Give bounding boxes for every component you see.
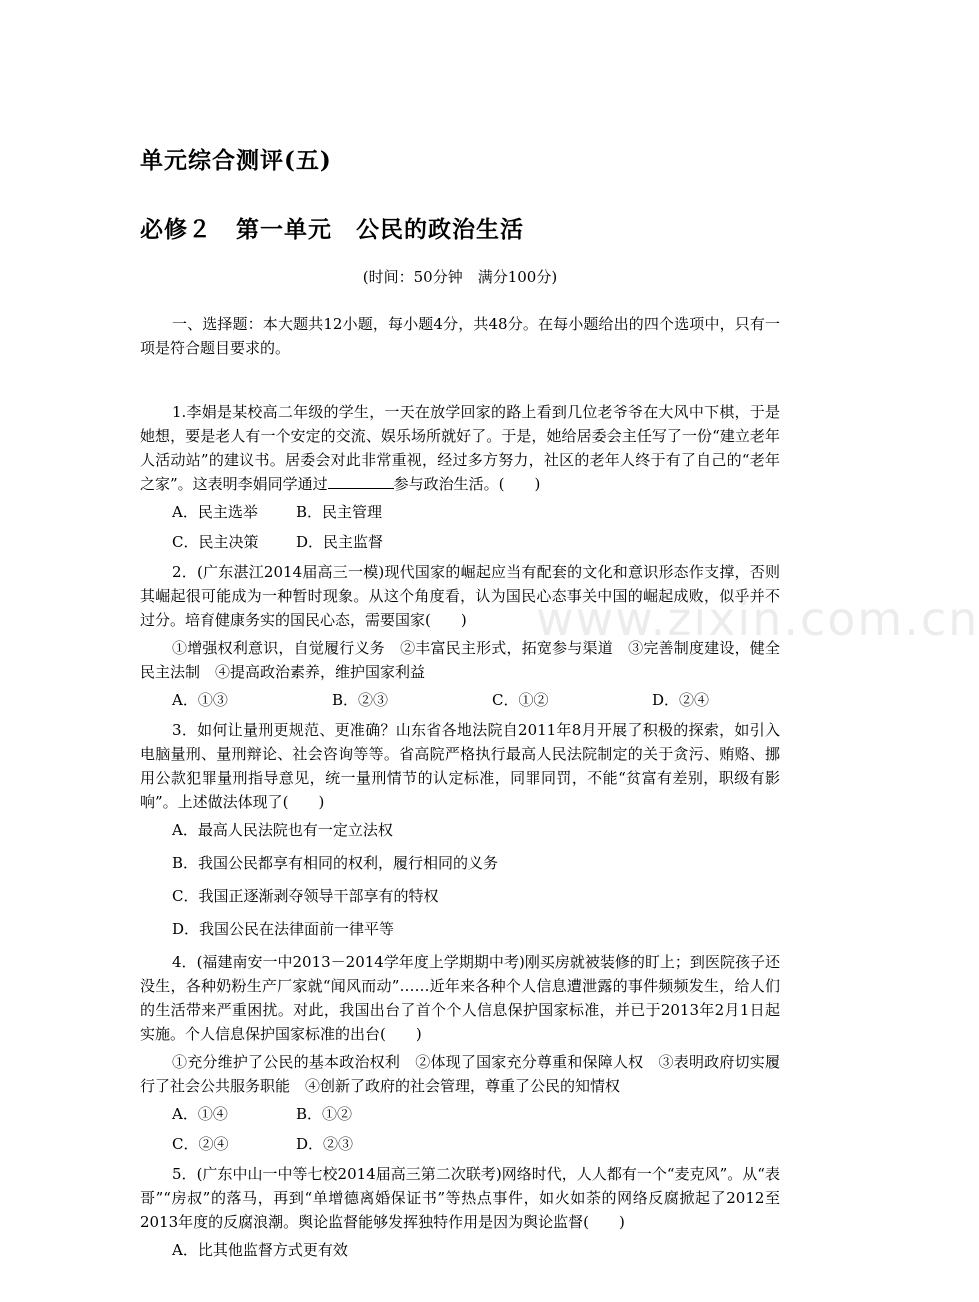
question-text-end: 参与政治生活。( ) — [393, 475, 541, 493]
exam-content — [140, 312, 780, 1271]
option-row — [140, 530, 780, 554]
option-row — [140, 1102, 780, 1126]
option-d: D．我国公民在法律面前一律平等 — [172, 920, 395, 938]
page-title: 单元综合测评(五) — [140, 147, 332, 174]
question-4 — [140, 950, 780, 1156]
option-a: A．比其他监督方式更有效 — [172, 1241, 348, 1259]
option-row — [140, 500, 780, 524]
option-b: B．①② — [296, 1105, 353, 1123]
question-stem — [140, 400, 780, 496]
question-3 — [140, 718, 780, 941]
watermark: www.zixin.com.cn — [536, 592, 979, 646]
question-2 — [140, 560, 780, 712]
option-d: D．民主监督 — [296, 533, 384, 551]
option-b: B．民主管理 — [296, 503, 383, 521]
time-info: (时间：50分钟 满分100分) — [362, 268, 558, 286]
option-b: B．②③ — [332, 691, 389, 709]
option-row — [140, 1132, 780, 1156]
option-row — [140, 688, 780, 712]
question-stem: 3．如何让量刑更规范、更准确？山东省各地法院自2011年8月开展了积极的探索，如引入电脑量刑、量刑辩论、社会咨询等等。省高院严格执行最高人民法院制定的关于贪污、贿赂、挪用公款犯罪量刑指导意见，统一量刑情节的认定标准，同罪同罚，不能“贫富有差别，职级有影响”。上述做法体现了( ) — [140, 721, 780, 811]
option-a: A．最高人民法院也有一定立法权 — [172, 821, 393, 839]
option-d: D．②③ — [296, 1135, 354, 1153]
option-a: A．①③ — [172, 691, 228, 709]
question-stem: 2．(广东湛江2014届高三一模)现代国家的崛起应当有配套的文化和意识形态作支撑，否则其崛起很可能成为一种暂时现象。从这个角度看，认为国民心态事关中国的崛起成败，似乎并不过分。培育健康务实的国民心态，需要国家( ) — [140, 563, 780, 629]
option-c: C．民主决策 — [172, 533, 259, 551]
section-instructions: 一、选择题：本大题共12小题，每小题4分，共48分。在每小题给出的四个选项中，只有一项是符合题目要求的。 — [140, 315, 780, 357]
question-1 — [140, 400, 780, 554]
option-c: C．②④ — [172, 1135, 229, 1153]
option-d: D．②④ — [652, 691, 710, 709]
question-statements: ①增强权利意识，自觉履行义务 ②丰富民主形式，拓宽参与渠道 ③完善制度建设，健全民主法制 ④提高政治素养，维护国家利益 — [140, 639, 780, 681]
question-5 — [140, 1162, 780, 1262]
option-b: B．我国公民都享有相同的权利，履行相同的义务 — [172, 854, 499, 872]
answer-blank — [328, 474, 394, 489]
option-c: C．①② — [492, 691, 549, 709]
option-c: C．我国正逐渐剥夺领导干部享有的特权 — [172, 887, 439, 905]
question-stem: 4．(福建南安一中2013－2014学年度上学期期中考)刚买房就被装修的盯上；到医院孩子还没生，各种奶粉生产厂家就“闻风而动”……近年来各种个人信息遭泄露的事件频频发生，给人们的生活带来严重困扰。对此，我国出台了首个个人信息保护国家标准，并已于2013年2月1日起实施。个人信息保护国家标准的出台( ) — [140, 953, 780, 1043]
option-a: A．民主选举 — [172, 503, 258, 521]
question-statements: ①充分维护了公民的基本政治权利 ②体现了国家充分尊重和保障人权 ③表明政府切实履行了社会公共服务职能 ④创新了政府的社会管理，尊重了公民的知情权 — [140, 1053, 780, 1095]
question-stem: 5．(广东中山一中等七校2014届高三第二次联考)网络时代，人人都有一个“麦克风”。从“表哥”“房叔”的落马，再到“单增德离婚保证书”等热点事件，如火如荼的网络反腐掀起了2012至2013年度的反腐浪潮。舆论监督能够发挥独特作用是因为舆论监督( ) — [140, 1165, 780, 1231]
question-text: 1.李娟是某校高二年级的学生，一天在放学回家的路上看到几位老爷爷在大风中下棋，于是她想，要是老人有一个安定的交流、娱乐场所就好了。于是，她给居委会主任写了一份“建立老年人活动站”的建议书。居委会对此非常重视，经过多方努力，社区的老年人终于有了自己的“老年之家”。这表明李娟同学通过 — [140, 403, 780, 493]
option-a: A．①④ — [172, 1105, 228, 1123]
unit-subtitle: 必修２ 第一单元 公民的政治生活 — [140, 216, 524, 243]
